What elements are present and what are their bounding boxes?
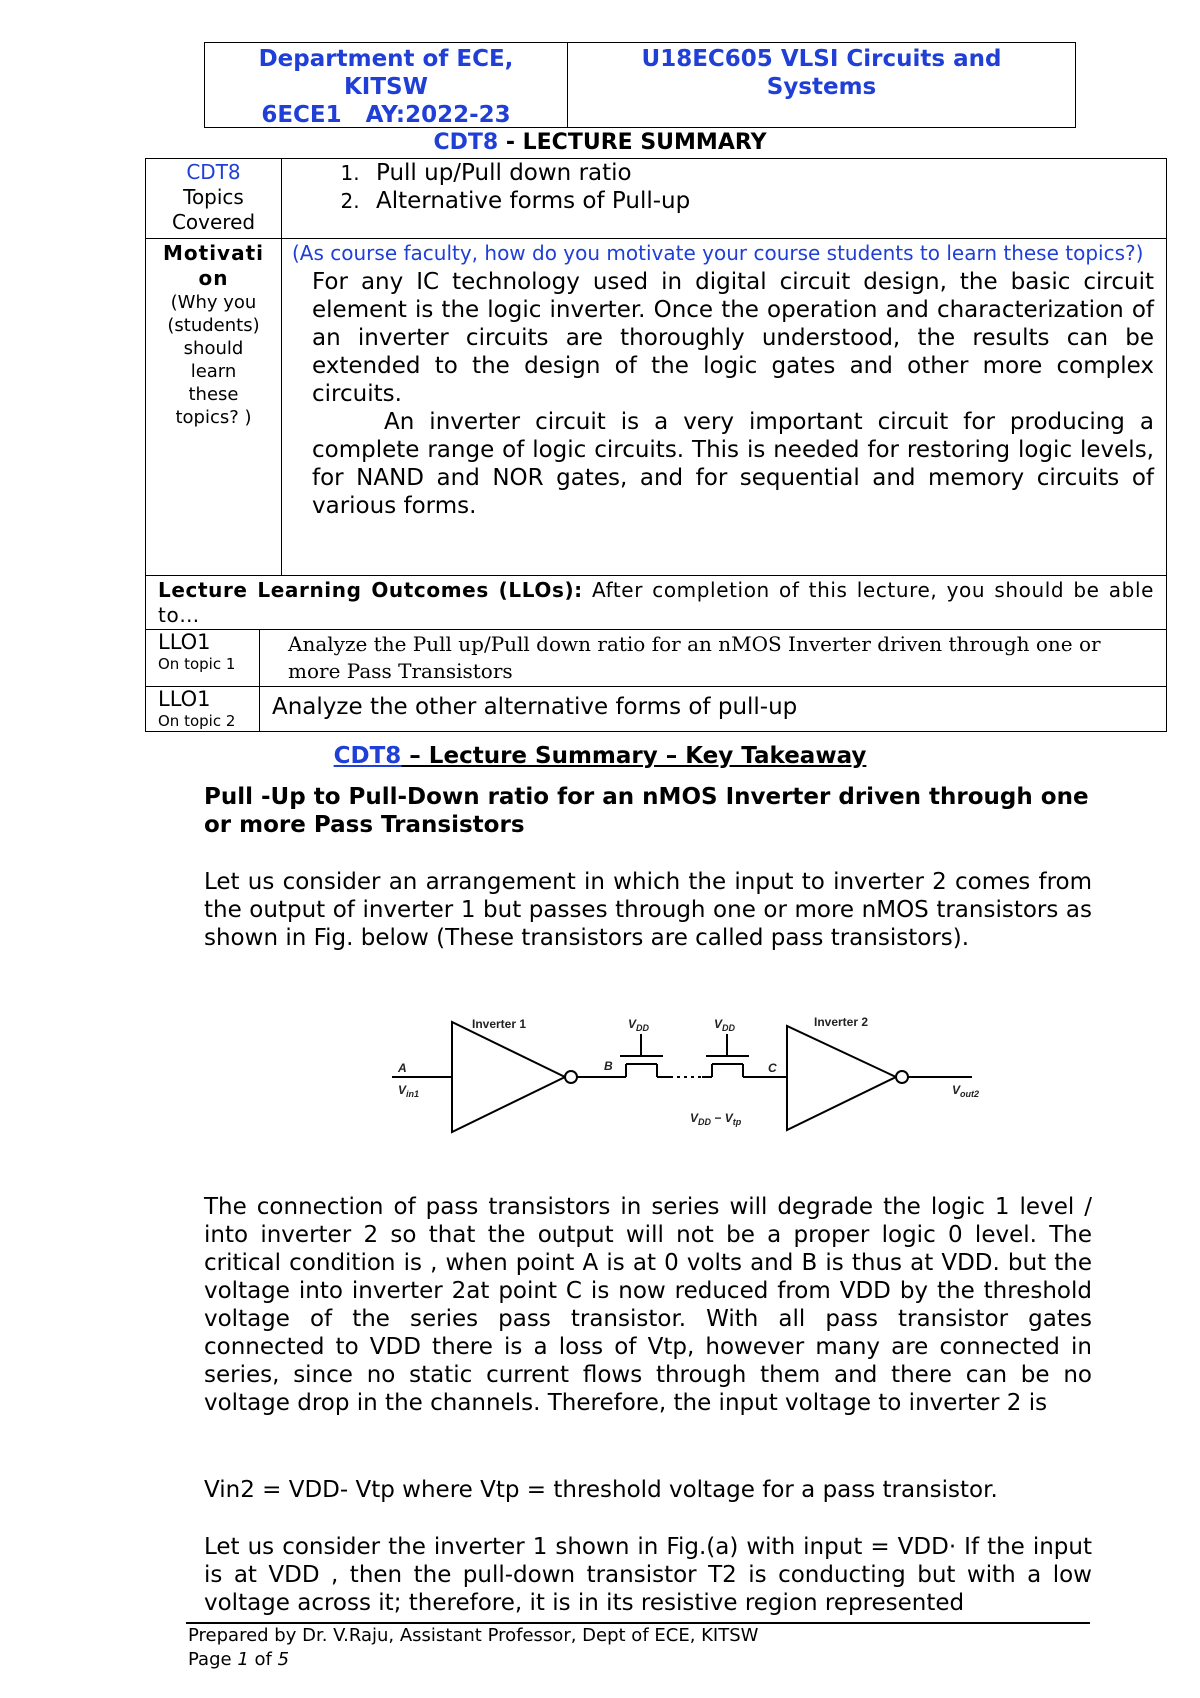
llo-text: Analyze the Pull up/Pull down ratio for an nMOS Inverter driven through one or more Pass Transistors	[288, 632, 1101, 683]
summary-title-code: CDT8	[433, 130, 499, 155]
llo-header-row	[146, 576, 1166, 630]
motivation-paragraph-2: An inverter circuit is a very important circuit for producing a complete range of logic circuits. This is needed for restoring logic levels, for NAND and NOR gates, and for sequential and memory circuits of various forms.	[312, 409, 1154, 519]
motivation-label-sub5: these	[188, 384, 239, 405]
motivation-question: (As course faculty, how do you motivate your course students to learn these topics?)	[292, 241, 1144, 265]
topic-item: 1. Pull up/Pull down ratio	[366, 159, 1166, 187]
header-course-line2: Systems	[766, 74, 877, 100]
header-department: Department of ECE,	[258, 46, 514, 72]
inverter-2-bubble	[896, 1071, 908, 1083]
llo-label	[146, 687, 260, 731]
figure-wiring	[392, 1022, 972, 1132]
topics-label	[146, 159, 282, 238]
topic-item: 2. Alternative forms of Pull-up	[366, 187, 1166, 215]
llo-label	[146, 630, 260, 686]
topics-label-code: CDT8	[186, 160, 241, 184]
pass-transistor-figure	[390, 1002, 1010, 1147]
inverter-1-paragraph: Let us consider the inverter 1 shown in Fig.(a) with input = VDD· If the input is at VDD , then the pull-down transistor T2 is conducting but with a low voltage across it; therefore, it is in its resistive region represented	[204, 1534, 1092, 1616]
inverter-1-bubble	[565, 1071, 577, 1083]
motivation-row	[146, 239, 1166, 576]
equation-line: Vin2 = VDD- Vtp where Vtp = threshold voltage for a pass transistor.	[204, 1477, 998, 1503]
motivation-paragraph-1: For any IC technology used in digital circuit design, the basic circuit element is the logic inverter. Once the operation and characterization of an inverter circuits are thoroughly understood, the results can be extended to the design of the logic gates and other more complex circuits.	[312, 269, 1154, 407]
vout-label: $V_{out2}$	[952, 1083, 980, 1099]
llo-topic: On topic 2	[158, 712, 236, 730]
footer-page-number: Page 1 of 5	[188, 1649, 290, 1670]
llo-row	[146, 630, 1166, 687]
header-institute: KITSW	[343, 74, 428, 100]
llo-id: LLO1	[158, 687, 211, 711]
footer-prepared-by: Prepared by Dr. V.Raju, Assistant Professor, Dept of ECE, KITSW	[188, 1625, 759, 1646]
motivation-label-sub4: learn	[190, 361, 237, 382]
motivation-label-sub6: topics? )	[175, 407, 252, 428]
intro-paragraph: Let us consider an arrangement in which the input to inverter 2 comes from the output of inverter 1 but passes through one or more nMOS transistors as shown in Fig. below (These transistors are called pass transistors).	[204, 869, 1092, 951]
topics-label-line2: Topics	[183, 185, 244, 209]
node-b-label: B	[604, 1059, 613, 1073]
node-c-label: C	[768, 1061, 777, 1075]
inverter-1-label: Inverter 1	[472, 1017, 527, 1031]
llo-header-label: Lecture Learning Outcomes (LLOs):	[158, 578, 583, 602]
connection-paragraph: The connection of pass transistors in series will degrade the logic 1 level / into inverter 2 so that the output will not be a proper logic 0 level. The critical condition is , when point A is at 0 volts and B is thus at VDD. but the voltage into inverter 2at point C is now reduced from VDD by the threshold voltage of the series pass transistor. With all pass transistor gates connected to VDD there is a loss of Vtp, however many are connected in series, since no static current flows through them and there can be no voltage drop in the channels. Therefore, the input voltage to inverter 2 is	[204, 1194, 1092, 1416]
key-takeaway-title	[0, 742, 1200, 770]
vdd-label-1: $V_{DD}$	[628, 1017, 650, 1033]
llo-id: LLO1	[158, 630, 211, 654]
motivation-content	[282, 239, 1166, 575]
header-department-cell	[205, 43, 568, 127]
section-heading: Pull -Up to Pull-Down ratio for an nMOS Inverter driven through one or more Pass Transistors	[204, 784, 1089, 838]
vdd-minus-vtp-label: $V_{DD} - V_{tp}$	[690, 1111, 742, 1127]
motivation-label-line1: Motivati	[162, 241, 264, 265]
motivation-label-sub2: (students)	[167, 315, 260, 336]
footer	[188, 1624, 758, 1672]
topics-label-line3: Covered	[171, 210, 256, 234]
motivation-label	[146, 239, 282, 575]
llo-header-text: After completion of this lecture, you should be able to…	[158, 578, 1155, 627]
inverter-2-symbol	[787, 1026, 896, 1130]
motivation-label-sub3: should	[183, 338, 244, 359]
inverter-1-symbol	[452, 1022, 565, 1132]
vin-label: $V_{in1}$	[398, 1083, 420, 1099]
node-a-label: A	[398, 1061, 407, 1075]
topics-content	[282, 159, 1166, 238]
topics-list	[282, 159, 1166, 215]
header-class-year: 6ECE1 AY:2022-23	[261, 102, 511, 128]
lecture-summary-table	[145, 158, 1167, 732]
key-takeaway-text: – Lecture Summary – Key Takeaway	[401, 743, 867, 769]
llo-text: Analyze the other alternative forms of pull-up	[272, 694, 798, 720]
llo-row	[146, 687, 1166, 731]
inverter-2-label: Inverter 2	[814, 1015, 869, 1029]
topics-row	[146, 159, 1166, 239]
lecture-summary-title	[0, 130, 1200, 156]
header-course-cell	[568, 43, 1075, 127]
vdd-label-2: $V_{DD}$	[714, 1017, 736, 1033]
llo-topic: On topic 1	[158, 655, 236, 673]
figure-labels	[397, 1015, 979, 1127]
header-box	[204, 42, 1076, 128]
summary-title-text: - LECTURE SUMMARY	[498, 130, 767, 155]
motivation-label-sub1: (Why you	[170, 292, 257, 313]
header-course-line1: U18EC605 VLSI Circuits and	[641, 46, 1002, 72]
key-takeaway-code[interactable]: CDT8	[333, 743, 402, 769]
motivation-label-line2: on	[198, 266, 229, 290]
